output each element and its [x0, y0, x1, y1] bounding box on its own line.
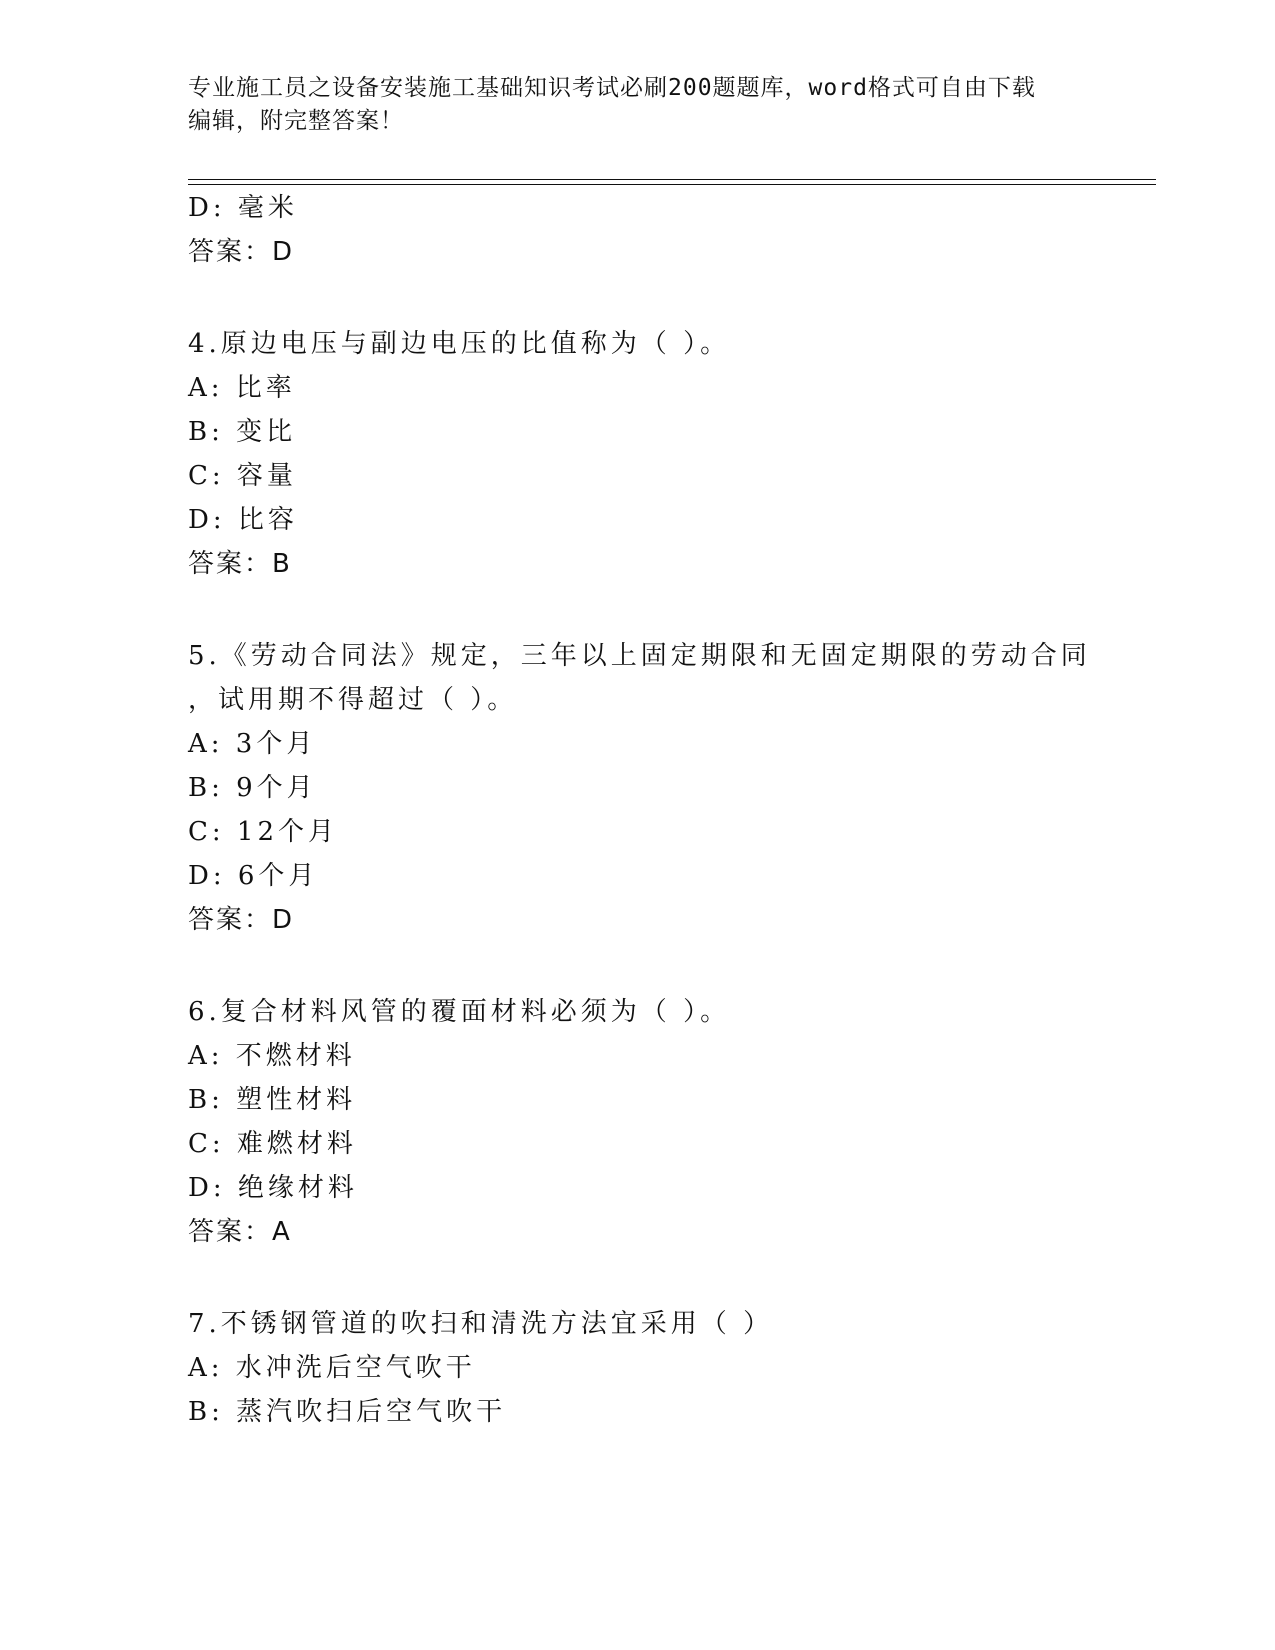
q4-option-b: B: 变比: [188, 417, 297, 447]
q6-stem: 6.复合材料风管的覆面材料必须为（ ）。: [188, 997, 731, 1027]
q5-answer: 答案：D: [188, 905, 295, 935]
prev-option-d: D: 毫米: [188, 193, 298, 223]
document-header: [188, 72, 1088, 138]
header-line-2: 编辑，附完整答案！: [188, 108, 404, 134]
q6-answer: 答案：A: [188, 1217, 292, 1247]
q6-option-d: D: 绝缘材料: [188, 1173, 358, 1203]
prev-answer: 答案：D: [188, 237, 295, 267]
q5-stem-line-2: ，试用期不得超过（ ）。: [188, 685, 518, 715]
header-line-1: 专业施工员之设备安装施工基础知识考试必刷200题题库，word格式可自由下载: [188, 75, 1036, 101]
header-rule-top: [188, 179, 1156, 180]
q4-option-a: A: 比率: [188, 373, 296, 403]
q7-option-b: B: 蒸汽吹扫后空气吹干: [188, 1397, 507, 1427]
q6-option-b: B: 塑性材料: [188, 1085, 357, 1115]
q4-option-c: C: 容量: [188, 461, 297, 491]
q6-option-a: A: 不燃材料: [188, 1041, 356, 1071]
q4-option-d: D: 比容: [188, 505, 298, 535]
q4-stem: 4.原边电压与副边电压的比值称为（ ）。: [188, 329, 731, 359]
q5-option-d: D: 6个月: [188, 861, 319, 891]
q7-option-a: A: 水冲洗后空气吹干: [188, 1353, 476, 1383]
q5-option-b: B: 9个月: [188, 773, 317, 803]
q4-answer: 答案：B: [188, 549, 292, 579]
q5-stem-line-1: 5.《劳动合同法》规定，三年以上固定期限和无固定期限的劳动合同: [188, 641, 1091, 671]
q5-option-a: A: 3个月: [188, 729, 317, 759]
q7-stem: 7.不锈钢管道的吹扫和清洗方法宜采用（ ）: [188, 1309, 774, 1339]
q6-option-c: C: 难燃材料: [188, 1129, 357, 1159]
header-rule-bottom: [188, 184, 1156, 185]
q5-option-c: C: 12个月: [188, 817, 339, 847]
